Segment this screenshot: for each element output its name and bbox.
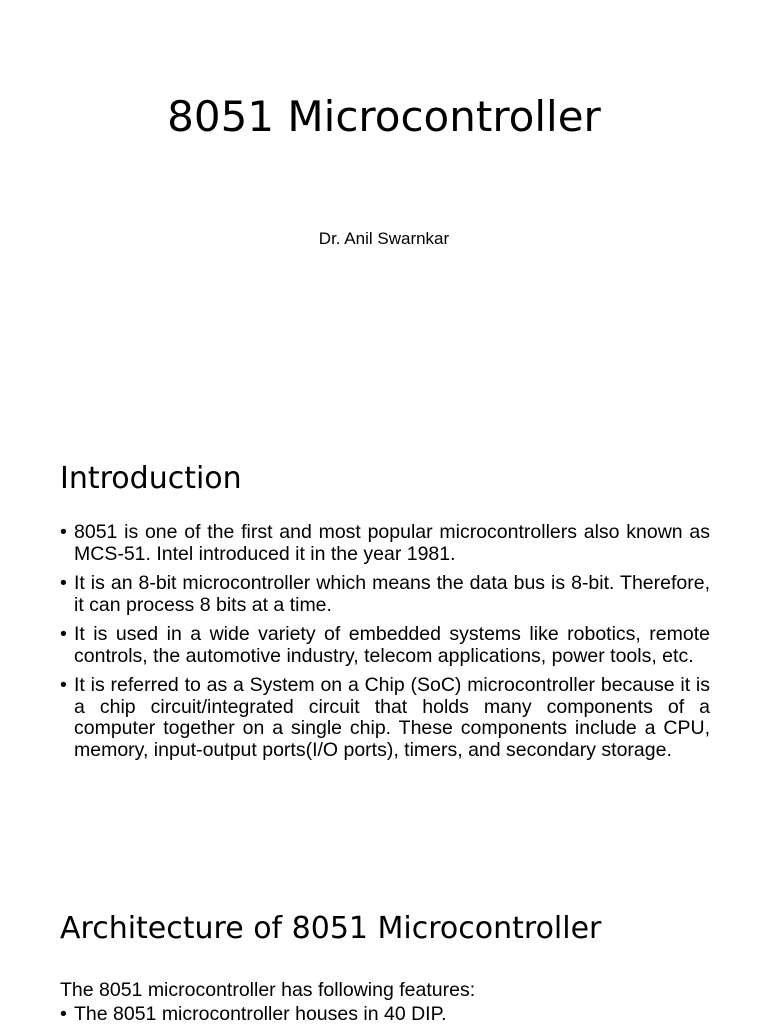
bullet-icon: • [60,623,67,645]
introduction-bullet-list [60,522,710,769]
bullet-icon: • [60,521,67,543]
architecture-intro-text: The 8051 microcontroller has following features: [60,979,476,1001]
title-slide [0,0,768,420]
list-item [60,675,710,761]
architecture-heading: Architecture of 8051 Microcontroller [60,911,602,946]
list-item [60,624,710,667]
bullet-icon: • [60,1003,67,1024]
list-item-text: It is an 8-bit microcontroller which means the data bus is 8-bit. Therefore, it can process 8 bits at a time. [74,572,710,616]
list-item-text: It is referred to as a System on a Chip (SoC) microcontroller because it is a chip circuit/integrated circuit that holds many components of a computer together on a single chip. These components include a CPU, memory, input-output ports(I/O ports), timers, and secondary storage. [74,674,710,761]
bullet-icon: • [60,572,67,594]
list-item [60,573,710,616]
list-item [60,1003,447,1024]
list-item [60,522,710,565]
list-item-text: 8051 is one of the first and most popular microcontrollers also known as MCS-51. Intel introduced it in the year 1981. [74,521,710,565]
bullet-icon: • [60,674,67,696]
list-item-text: It is used in a wide variety of embedded systems like robotics, remote controls, the automotive industry, telecom applications, power tools, etc. [74,623,710,667]
introduction-heading: Introduction [60,461,242,496]
author-name: Dr. Anil Swarnkar [318,229,450,248]
list-item-text: The 8051 microcontroller houses in 40 DIP. [74,1003,447,1024]
page-title: 8051 Microcontroller [167,92,601,141]
